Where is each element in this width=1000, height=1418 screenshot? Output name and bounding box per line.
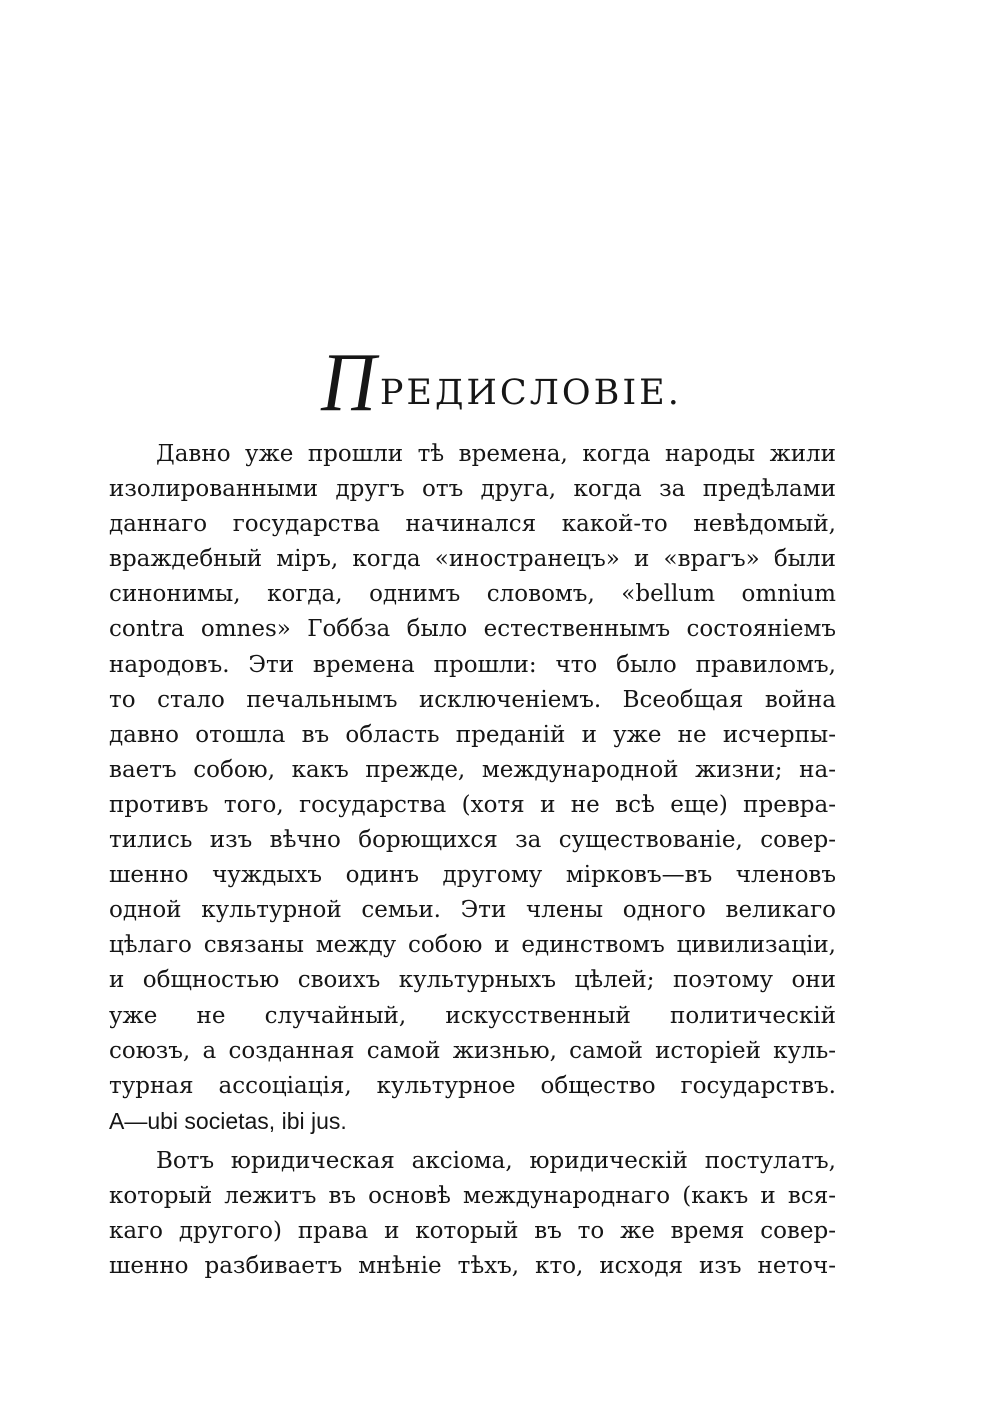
page-title (0, 336, 1000, 430)
text-line: который лежитъ въ основѣ международнаго (какъ и вся- (109, 1182, 836, 1209)
text-line: тились изъ вѣчно борющихся за существованіе, совер- (109, 827, 836, 854)
text-line: цѣлаго связаны между собою и единствомъ цивилизаціи, (109, 932, 836, 959)
text-line: каго другого) права и который въ то же время совер- (109, 1218, 836, 1245)
text-line: союзъ, а созданная самой жизнью, самой исторіей куль- (109, 1037, 836, 1064)
text-line: турная ассоціація, культурное общество государствъ. (109, 1072, 836, 1099)
text-line: синонимы, когда, однимъ словомъ, «bellum omnium (109, 581, 836, 608)
text-line: изолированными другъ отъ друга, когда за предѣлами (109, 476, 836, 503)
text-line: противъ того, государства (хотя и не всѣ еще) превра- (109, 791, 836, 818)
text-line: даннаго государства начинался какой-то невѣдомый, (109, 511, 836, 538)
text-line: Давно уже прошли тѣ времена, когда народы жили (156, 441, 836, 467)
text-line: и общностью своихъ культурныхъ цѣлей; поэтому они (109, 967, 836, 994)
text-line: A—ubi societas, ibi jus. (109, 1107, 347, 1134)
text-line: враждебный міръ, когда «иностранецъ» и «врагъ» были (109, 546, 836, 573)
body-text (109, 437, 836, 1284)
title-initial: П (321, 336, 379, 430)
title-rest: РЕДИСЛОВІЕ. (379, 373, 682, 414)
text-line: одной культурной семьи. Эти члены одного великаго (109, 897, 836, 924)
text-line: давно отошла въ область преданій и уже не исчерпы- (109, 721, 836, 748)
text-line: шенно разбиваетъ мнѣніе тѣхъ, кто, исходя изъ неточ- (109, 1253, 836, 1280)
text-line: ваетъ собою, какъ прежде, международной жизни; на- (109, 756, 836, 783)
text-line: contra omnes» Гоббза было естественнымъ состояніемъ (109, 616, 836, 643)
text-line: уже не случайный, искусственный политическій (109, 1002, 836, 1029)
text-line: Вотъ юридическая аксіома, юридическій постулатъ, (156, 1147, 836, 1174)
text-line: народовъ. Эти времена прошли: что было правиломъ, (109, 651, 836, 678)
text-line: шенно чуждыхъ одинъ другому мірковъ—въ членовъ (109, 862, 836, 889)
text-line: то стало печальнымъ исключеніемъ. Всеобщая война (109, 686, 836, 713)
